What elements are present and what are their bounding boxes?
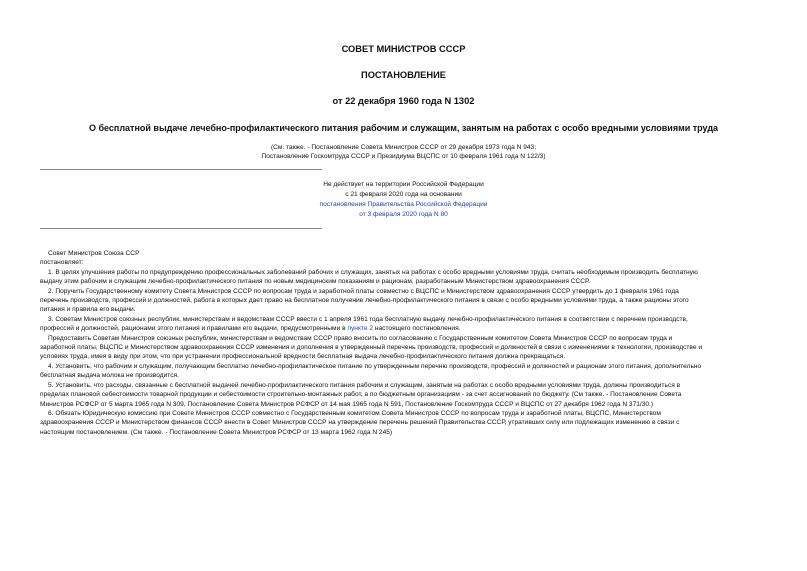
paragraph-4-cont: бесплатная выдача молока не производится. <box>40 372 179 380</box>
intro-line: постановляет: <box>40 259 84 267</box>
paragraph-3-extra-cont: заработной платы, ВЦСПС и Министерством здравоохранения СССР изменения и дополнения в утвержденный перечень производств, профессий и должностей в связи с изменениями в технологии, производстве и <box>40 344 703 352</box>
see-also-line-2: Постановление Госкомтруда СССР и Президиума ВЦСПС от 10 февраля 1961 года N 122/3) <box>261 153 546 160</box>
issuing-authority: СОВЕТ МИНИСТРОВ СССР <box>341 44 466 54</box>
document-type: ПОСТАНОВЛЕНИЕ <box>361 70 446 80</box>
point-2-link[interactable]: пункте 2 <box>347 325 374 333</box>
paragraph-5-cont: Министров РСФСР от 5 марта 1965 года N 309, Постановление Совета Министров РСФСР от 14 мая 1965 года N 591, Постановление Госкомтруда СССР и ВЦСПС от 27 декабря 1962 года N 371/30.) <box>40 400 654 408</box>
paragraph-3-text: профессий и должностей, рационами этого питания и правилами его выдачи, предусмотренными в <box>40 325 348 333</box>
paragraph-6-cont: настоящим постановлением. (См также. - Постановление Совета Министров РСФСР от 13 марта 1962 года N 245) <box>40 428 393 436</box>
divider-top <box>40 169 322 170</box>
document-date-number: от 22 декабря 1960 года N 1302 <box>332 96 475 106</box>
paragraph-3-extra: Предоставить Советам Министров союзных республик, министерствам и ведомствам СССР право вносить по согласованию с Государственным комитетом Совета Министров СССР по вопросам труда и <box>48 334 673 342</box>
paragraph-5: 5. Установить, что расходы, связанные с бесплатной выдачей лечебно-профилактического питания рабочим и служащим, занятым на работах с особо вредными условиями труда, должны производиться в <box>48 381 681 389</box>
paragraph-6: 6. Обязать Юридическую комиссию при Совете Министров СССР совместно с Государственным комитетом Совета Министров СССР по вопросам труда и заработной платы, ВЦСПС, Министерством <box>48 409 661 417</box>
paragraph-3-cont <box>40 324 770 333</box>
see-also-line-1: (См. также. - Постановление Совета Министров СССР от 29 декабря 1973 года N 943; <box>270 144 537 151</box>
repeal-decree-link[interactable]: постановления Правительства Российской Федерации <box>319 201 488 208</box>
paragraph-4: 4. Установить, что рабочим и служащим, получающим бесплатно лечебно-профилактическое питание по утвержденным перечню производств, профессий и должностей и рационам этого питания, дополнительно <box>48 362 702 370</box>
paragraph-2-cont: перечень производств, профессий и должностей, работа в которых дает право на бесплатное получение лечебно-профилактического питания в связи с особо вредными условиями труда, а также рационы этого <box>40 297 689 305</box>
paragraph-1: 1. В целях улучшения работы по предупреждению профессиональных заболеваний рабочих и служащих, занятых на работах с особо вредными условиями труда, считать необходимым производить бесплатную <box>48 268 698 276</box>
paragraph-3-text: настоящего постановления. <box>373 325 461 333</box>
paragraph-3-extra-cont: условиях труда, имея в виду при этом, что при устранении профессиональной вредности бесплатная выдача лечебно-профилактического питания должна прекращаться. <box>40 353 566 361</box>
paragraph-2: 2. Поручить Государственному комитету Совета Министров СССР по вопросам труда и заработной платы совместно с ВЦСПС и Министерством здравоохранения СССР утвердить до 1 февраля 1961 года <box>48 287 679 295</box>
repeal-decree-date-link[interactable]: от 3 февраля 2020 года N 80 <box>359 211 448 218</box>
status-notice-line-1: Не действует на территории Российской Федерации <box>323 181 484 188</box>
paragraph-5-cont: пределах плановой себестоимости товарной продукции и себестоимости строительно-монтажных работ, а по бюджетным организациям - за счет ассигнований по бюджету. (См также. - Постановление Совета <box>40 391 682 399</box>
paragraph-1-cont: выдачу этим рабочим и служащим лечебно-профилактического питания по новым медицинским показаниям и рационам, разработанным Министерством здравоохранения СССР. <box>40 278 590 286</box>
paragraph-2-cont: питания и правила его выдачи. <box>40 306 136 314</box>
intro-line: Совет Министров Союза ССР <box>48 250 140 257</box>
divider-bottom <box>40 228 322 229</box>
status-notice-line-2: с 21 февраля 2020 года на основании <box>345 191 462 198</box>
paragraph-3: 3. Советам Министров союзных республик, министерствам и ведомствам СССР ввести с 1 апреля 1961 года бесплатную выдачу лечебно-профилактического питания в соответствии с перечнем производств, <box>48 315 688 323</box>
document-body <box>40 249 770 437</box>
document-title: О бесплатной выдаче лечебно-профилактического питания рабочим и служащим, занятым на работах с особо вредными условиями труда <box>88 123 719 133</box>
paragraph-6-cont: здравоохранения СССР и Министерством финансов СССР внести в Совет Министров СССР на утверждение перечень решений Правительства СССР, утративших силу или подлежащих изменению в связи с <box>40 419 680 427</box>
